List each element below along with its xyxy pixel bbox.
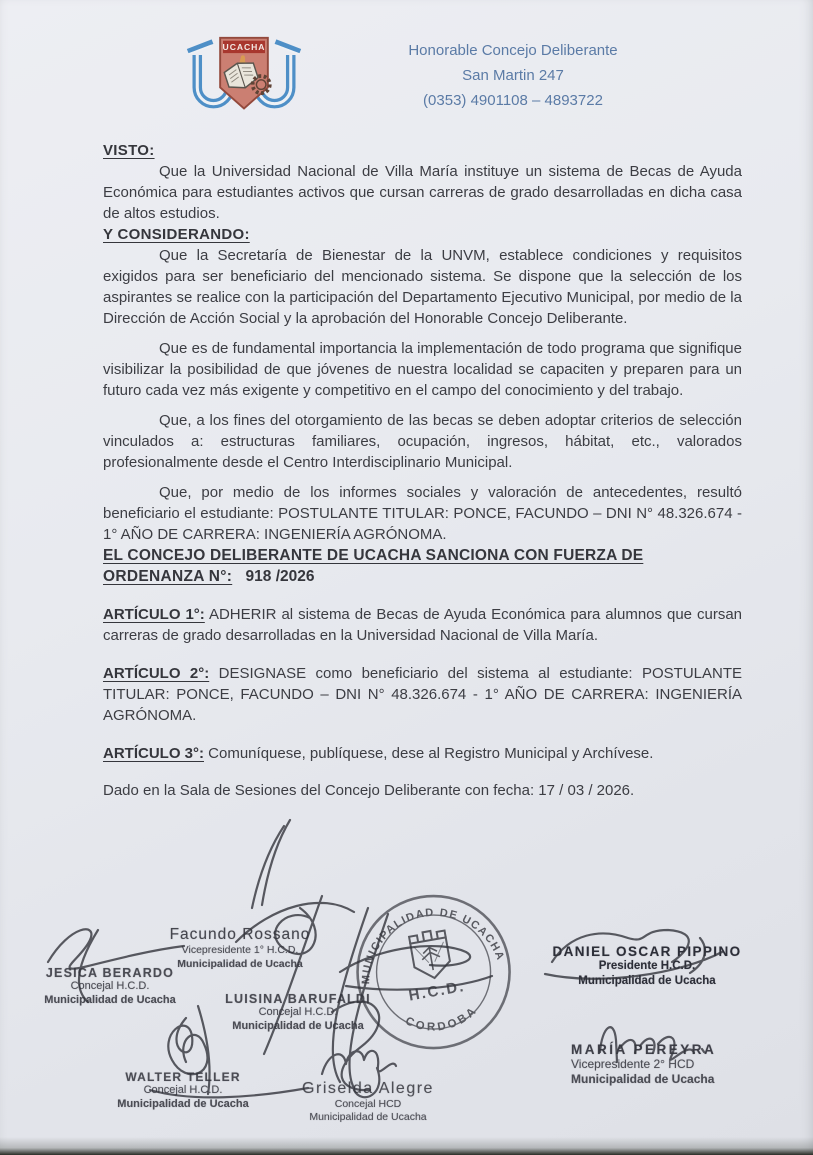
signer-name: MARÍA PEREYRA <box>571 1042 717 1057</box>
visto-paragraph: Que la Universidad Nacional de Villa María instituye un sistema de Becas de Ayuda Económica para estudiantes activos que cursan carreras de grado desarrolladas en dicha casa de altos estudios. <box>103 163 742 222</box>
signature-ink-flourish-top <box>252 820 290 908</box>
signer-title: Concejal H.C.D. <box>143 1084 223 1096</box>
signer-name: LUISINA BARUFALDI <box>225 992 371 1006</box>
seal-center-text: H.C.D. <box>407 977 467 1005</box>
signature-block-barufaldi <box>203 992 393 1033</box>
article-2: ARTÍCULO 2°: DESIGNASE como beneficiario del sistema al estudiante: POSTULANTE TITULAR: PONCE, FACUNDO – DNI N° 48.326.674 - 1° AÑO DE CARRERA: INGENIERÍA AGRÓNOMA. <box>103 665 742 724</box>
letterhead-contact <box>348 38 678 113</box>
signature-block-berardo <box>22 966 198 1007</box>
signer-org: Municipalidad de Ucacha <box>232 1019 364 1032</box>
considerando-heading: Y CONSIDERANDO: <box>103 226 250 243</box>
signer-name: Griselda Alegre <box>302 1080 434 1097</box>
visto-heading: VISTO: <box>103 142 155 159</box>
seal-ring-bottom-text: CORDOBA <box>403 1003 481 1034</box>
article-1: ARTÍCULO 1°: ADHERIR al sistema de Becas de Ayuda Económica para alumnos que cursan carreras de grado desarrolladas en la Universidad Nacional de Villa María. <box>103 606 743 644</box>
seal-shield-icon <box>409 929 453 982</box>
considerando-paragraph-4: Que, por medio de los informes sociales y valoración de antecedentes, resultó beneficiario el estudiante: POSTULANTE TITULAR: PONCE, FACUNDO – DNI N° 48.326.674 - 1° AÑO DE CARRERA: INGENIERÍA AGRÓNOMA. <box>103 484 742 543</box>
letterhead <box>0 24 813 134</box>
signer-org: Municipalidad de Ucacha <box>117 1097 249 1110</box>
ucacha-coat-of-arms-logo <box>182 26 306 131</box>
ordinance-label: ORDENANZA N°: <box>103 568 233 585</box>
signer-title: Concejal HCD <box>334 1098 402 1110</box>
signer-title: Presidente H.C.D. <box>598 960 696 972</box>
signer-org: Municipalidad de Ucacha <box>44 993 176 1006</box>
signature-block-rossano <box>128 926 352 971</box>
organization-phone: (0353) 4901108 – 4893722 <box>423 92 603 109</box>
article-3: ARTÍCULO 3°: Comuníquese, publíquese, dese al Registro Municipal y Archívese. <box>103 745 654 762</box>
organization-address: San Martin 247 <box>462 67 564 84</box>
hcd-round-seal <box>339 877 530 1072</box>
signer-name: JESICA BERARDO <box>45 966 175 980</box>
seal-ring-top-text: MUNICIPALIDAD DE UCACHA <box>360 906 507 985</box>
logo-text: UCACHA <box>222 42 266 53</box>
signer-org: Municipalidad de Ucacha <box>578 975 716 987</box>
signer-title: Vicepresidente 2° HCD <box>571 1057 695 1071</box>
seal-icon <box>339 877 529 1067</box>
signer-name: WALTER TELLER <box>125 1070 241 1084</box>
ordinance-body <box>103 140 742 801</box>
signer-title: Vicepresidente 1° H.C.D. <box>181 944 299 956</box>
signer-org: Municipalidad de Ucacha <box>571 1072 715 1086</box>
signature-block-alegre <box>293 1080 443 1123</box>
sanction-heading: EL CONCEJO DELIBERANTE DE UCACHA SANCIONA CON FUERZA DE <box>103 547 644 564</box>
coat-of-arms-icon <box>182 26 306 126</box>
signature-block-pereyra <box>543 1042 791 1087</box>
signer-name: DANIEL OSCAR PIPPINO <box>552 944 742 959</box>
signer-title: Concejal H.C.D. <box>258 1006 338 1018</box>
considerando-paragraph-3: Que, a los fines del otorgamiento de las becas se deben adoptar criterios de selección vinculados a: estructuras familiares, ocupación, ingresos, hábitat, etc., valorados profesionalmente desde el Centro Interdisciplinario Municipal. <box>103 412 742 471</box>
svg-text:CORDOBA <box>402 1003 483 1040</box>
signer-name: Facundo Rossano <box>169 926 311 943</box>
signature-block-teller <box>98 1070 268 1111</box>
signer-org: Municipalidad de Ucacha <box>309 1110 427 1123</box>
considerando-paragraph-1: Que la Secretaría de Bienestar de la UNVM, establece condiciones y requisitos exigidos para ser beneficiario del mencionado sistema. Se dispone que la selección de los aspirantes se realice con la participación del Departamento Ejecutivo Municipal, por medio de la Dirección de Acción Social y la aprobación del Honorable Concejo Deliberante. <box>103 247 742 327</box>
considerando-paragraph-2: Que es de fundamental importancia la implementación de todo programa que signifique visibilizar la posibilidad de que jóvenes de nuestra localidad se capaciten y preparen para un futuro cada vez más exigente y competitivo en el campo del conocimiento y del trabajo. <box>103 340 742 399</box>
signature-block-pippino <box>538 944 756 989</box>
signer-title: Concejal H.C.D. <box>70 980 150 992</box>
ordinance-number-line <box>103 566 742 587</box>
ordinance-number: 918 /2026 <box>245 568 315 585</box>
organization-name: Honorable Concejo Deliberante <box>408 42 618 59</box>
closing-line: Dado en la Sala de Sesiones del Concejo Deliberante con fecha: 17 / 03 / 2026. <box>103 782 635 799</box>
photo-bottom-edge <box>0 1137 813 1155</box>
signer-org: Municipalidad de Ucacha <box>177 957 303 970</box>
